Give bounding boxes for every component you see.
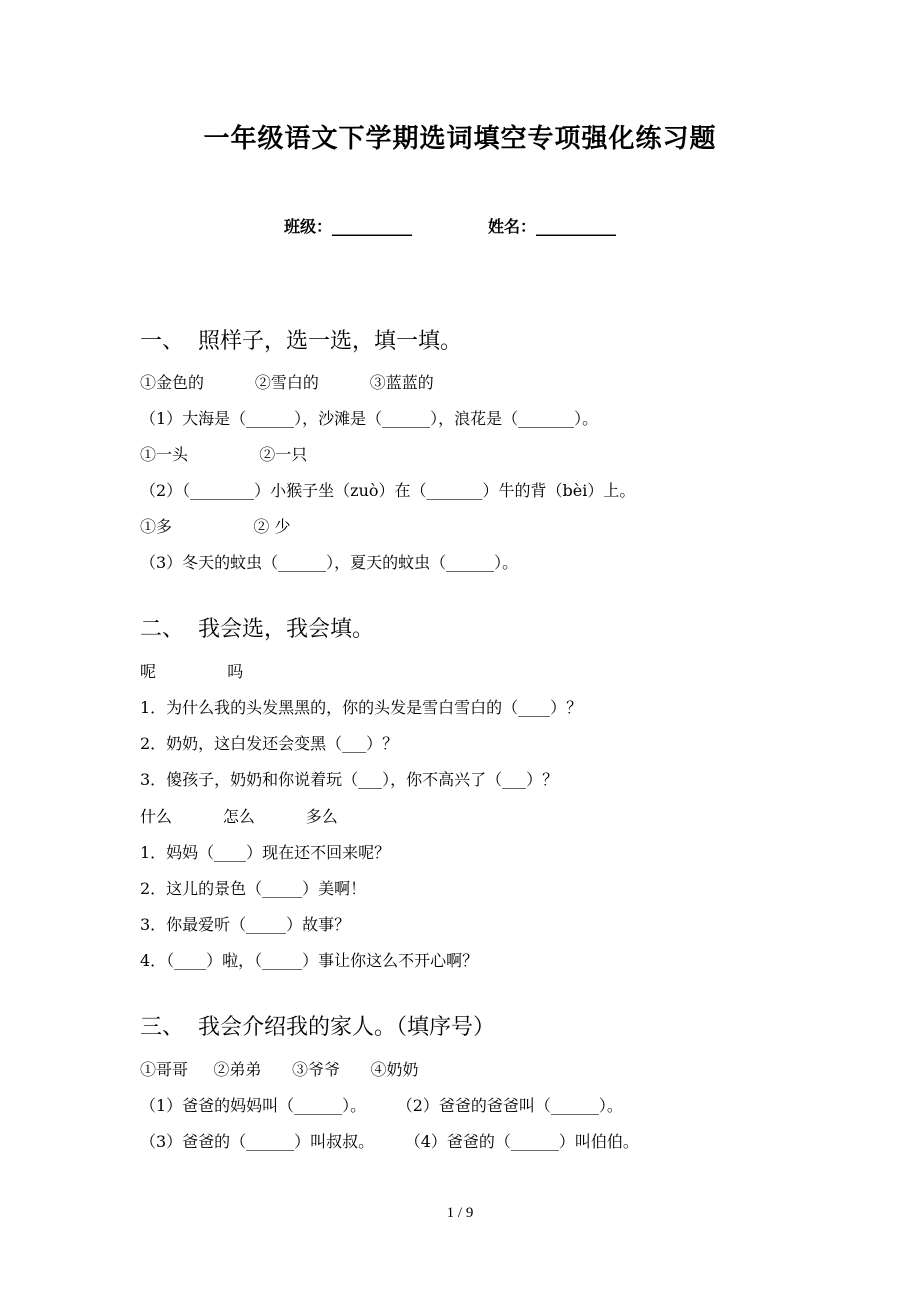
section-2-heading: 二、 我会选，我会填。 [140,617,374,642]
section-2-line: 3．傻孩子，奶奶和你说着玩（___），你不高兴了（___）？ [140,770,559,789]
section-3-heading: 三、 我会介绍我的家人。（填序号） [140,1015,495,1040]
section-3-line: （3）爸爸的（______）叫叔叔。 （4）爸爸的（______）叫伯伯。 [140,1132,639,1151]
section-2-line: 什么 怎么 多么 [140,807,338,826]
section-2-line: 4．（____）啦，（_____）事让你这么不开心啊？ [140,951,479,970]
class-field: 班级：__________ [284,217,413,236]
section-2-line: 3．你最爱听（_____）故事？ [140,915,351,934]
section-1-line: ①金色的 ②雪白的 ③蓝蓝的 [140,373,434,392]
section-1-line: ①一头 ②一只 [140,445,308,464]
section-1-line: （2）（________）小猴子坐（zuò）在（_______）牛的背（bèi）上。 [140,481,636,500]
section-2-line: 2．奶奶，这白发还会变黑（___）？ [140,734,399,753]
section-2-line: 呢 吗 [140,662,244,681]
section-1-line: ①多 ② 少 [140,517,291,536]
page-title: 一年级语文下学期选词填空专项强化练习题 [203,124,717,154]
section-2-line: 1．妈妈（____）现在还不回来呢？ [140,843,391,862]
section-2-line: 2．这儿的景色（_____）美啊！ [140,879,367,898]
page-number: 1 / 9 [446,1205,474,1221]
section-1-line: （1）大海是（______），沙滩是（______），浪花是（_______）。 [140,409,599,428]
section-2-line: 1．为什么我的头发黑黑的，你的头发是雪白雪白的（____）？ [140,698,583,717]
section-3-line: （1）爸爸的妈妈叫（______）。 （2）爸爸的爸爸叫（______）。 [140,1096,623,1115]
name-field: 姓名：__________ [488,217,617,236]
section-3-line: ①哥哥 ②弟弟 ③爷爷 ④奶奶 [140,1060,419,1079]
section-1-line: （3）冬天的蚊虫（______），夏天的蚊虫（______）。 [140,553,519,572]
section-1-heading: 一、 照样子，选一选，填一填。 [140,329,462,354]
